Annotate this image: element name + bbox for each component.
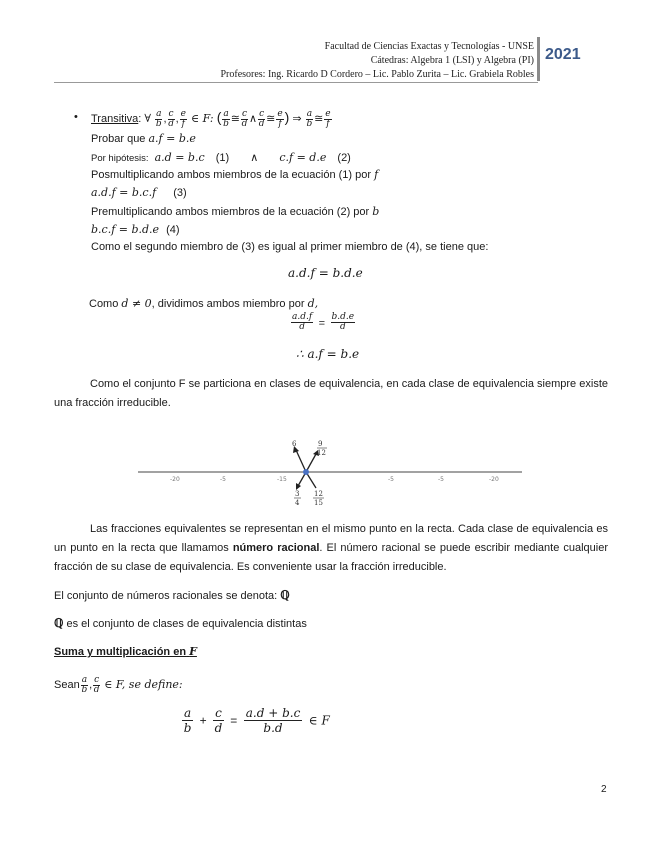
tick-label: -5 xyxy=(438,476,444,483)
bottom-label-3: 3 xyxy=(295,490,300,498)
q-definition-line: ℚ es el conjunto de clases de equivalencia distintas xyxy=(54,616,307,630)
tick-label: -20 xyxy=(170,476,180,483)
tick-label: -15 xyxy=(277,476,287,483)
center-equation: a.d.f = b.d.e xyxy=(288,266,363,280)
header-profesores: Profesores: Ing. Ricardo D Cordero – Lic. Pablo Zurita – Lic. Grabiela Robles xyxy=(220,69,534,80)
bottom-label-15: 15 xyxy=(314,499,323,506)
tick-label: -20 xyxy=(489,476,499,483)
header-year: 2021 xyxy=(545,46,581,63)
paragraph-racional: Las fracciones equivalentes se representan en el mismo punto en la recta. Cada clase de equivalencia es un punto en la recta que llamamos número racional. El número racional se puede escribir mediante cualquier fracción de su clase de equivalencia. Es conveniente usar la fracción irreducible. xyxy=(54,523,609,573)
transitiva-label: Transitiva xyxy=(91,113,139,125)
top-label-6: 6 xyxy=(292,440,297,448)
tick-label: -5 xyxy=(388,476,394,483)
paragraph-partition: Como el conjunto F se particiona en clases de equivalencia, en cada clase de equivalencia siempre existe una fracción irreducible. xyxy=(54,378,608,409)
transitiva-line: Transitiva: ∀ $\frac{a}{b}$ , $\frac{c}{d}$ , $\frac{e}{f}$ ∈ F: ( $\frac{a}{b}$ ≅ $\frac{c}{d}$ ∧ $\frac{c}{d}$ ≅ $\frac{e}{f}$ ) ⇒ $\frac{a}{b}$ ≅ $\frac{e}{f}$ xyxy=(91,108,331,129)
hipotesis-line: Por hipótesis: a.d = b.c (1) ∧ c.f = d.e (2) xyxy=(91,151,351,164)
bottom-label-4: 4 xyxy=(295,499,300,506)
conclusion-equation: ∴ a.f = b.e xyxy=(296,347,360,361)
probar-line: Probar que a.f = b.e xyxy=(91,132,196,145)
bullet-icon: • xyxy=(74,111,78,123)
top-label-9: 9 xyxy=(318,440,323,448)
arrow-up-right xyxy=(306,454,316,472)
header-catedras: Cátedras: Algebra 1 (LSI) y Algebra (PI) xyxy=(370,55,534,66)
division-equation: $\frac{a.d.f}{d}$ = $\frac{b.d.e}{d}$ xyxy=(292,312,355,332)
header-rule xyxy=(54,82,538,83)
eq3-line: a.d.f = b.c.f (3) xyxy=(91,186,187,199)
posmultiplicando-line: Posmultiplicando ambos miembros de la ecuación (1) por f xyxy=(91,168,379,181)
bottom-label-12: 12 xyxy=(314,490,323,498)
sean-line: Sean $\frac{a}{b}$ , $\frac{c}{d}$ ∈ F, se define: xyxy=(54,674,183,695)
header-faculty: Facultad de Ciencias Exactas y Tecnologías - UNSE xyxy=(324,41,534,52)
number-line-figure xyxy=(130,436,530,506)
header-divider xyxy=(537,37,540,81)
section-title-suma: Suma y multiplicación en F xyxy=(54,645,197,658)
eq4-line: b.c.f = b.d.e (4) xyxy=(91,223,180,236)
como-d-line: Como d ≠ 0, dividimos ambos miembro por d, xyxy=(89,297,319,310)
top-label-12: 12 xyxy=(317,449,326,457)
tick-label: -5 xyxy=(220,476,226,483)
premultiplicando-line: Premultiplicando ambos miembros de la ecuación (2) por b xyxy=(91,205,380,218)
set-notation-line: El conjunto de números racionales se denota: ℚ xyxy=(54,588,290,602)
equivalence-point xyxy=(303,469,309,475)
page-number: 2 xyxy=(601,784,607,795)
sum-definition: $\frac{a}{b}$ + $\frac{c}{d}$ = $\frac{a.d + b.c}{b.d}$ ∈ F xyxy=(183,706,330,735)
arrow-up-left xyxy=(296,450,306,472)
como-line: Como el segundo miembro de (3) es igual al primer miembro de (4), se tiene que: xyxy=(91,241,489,253)
